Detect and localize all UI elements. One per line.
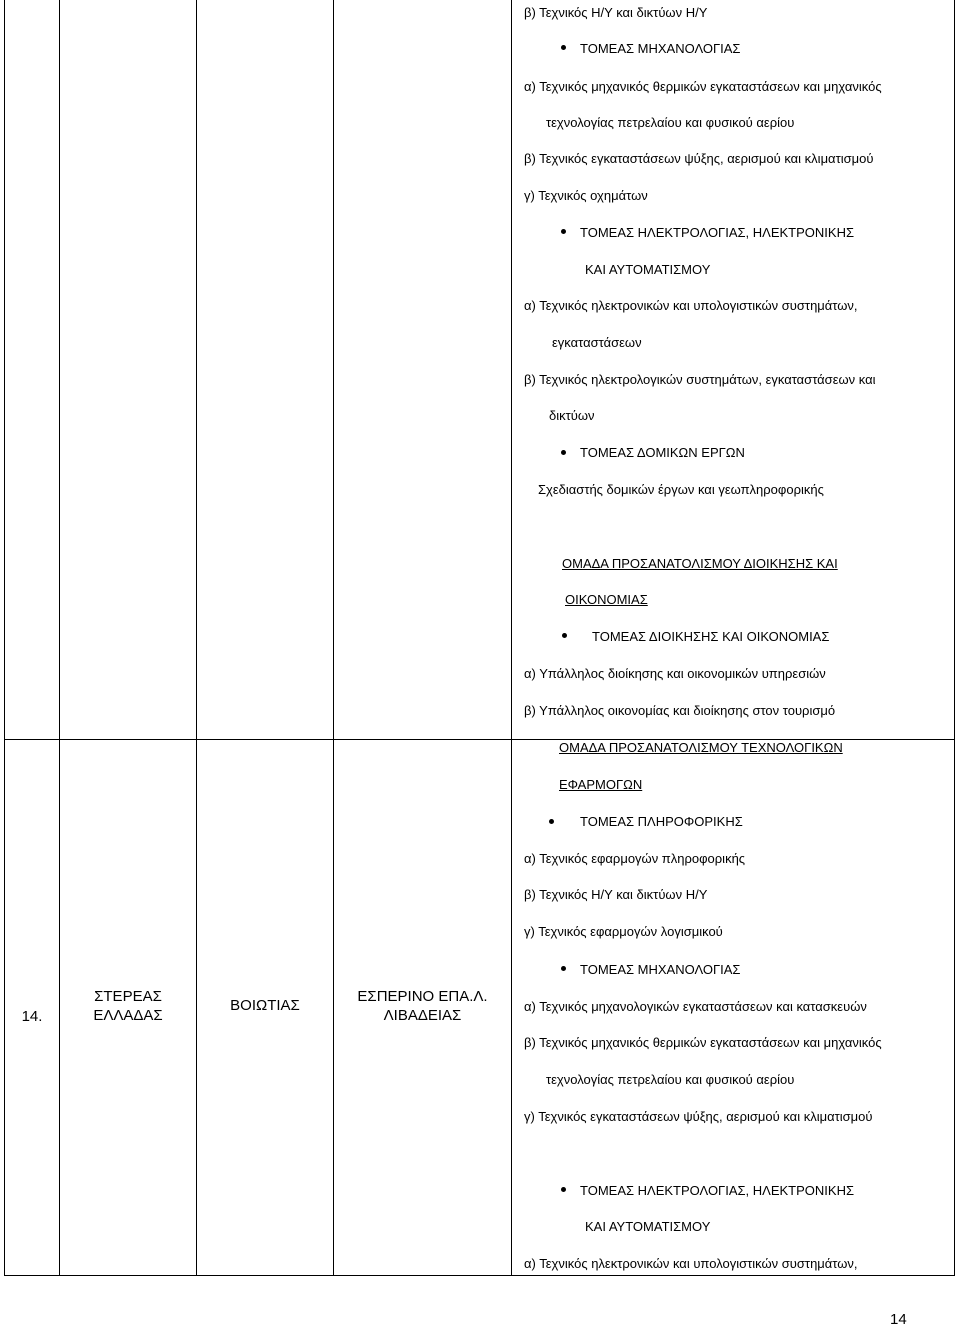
sector-heading: ΤΟΜΕΑΣ ΗΛΕΚΤΡΟΛΟΓΙΑΣ, ΗΛΕΚΤΡΟΝΙΚΗΣ [580, 225, 854, 240]
table-divider-4 [511, 0, 512, 1275]
table-divider-2 [196, 0, 197, 1275]
specialty-line: α) Υπάλληλος διοίκησης και οικονομικών υπηρεσιών [524, 666, 826, 681]
specialty-line: τεχνολογίας πετρελαίου και φυσικού αερίου [546, 115, 795, 130]
table-border-right [954, 0, 955, 1275]
group-heading: ΟΜΑΔΑ ΠΡΟΣΑΝΑΤΟΛΙΣΜΟΥ ΤΕΧΝΟΛΟΓΙΚΩΝ [559, 740, 843, 755]
specialty-line: τεχνολογίας πετρελαίου και φυσικού αερίου [546, 1072, 795, 1087]
specialty-line: γ) Τεχνικός οχημάτων [524, 188, 648, 203]
specialty-line: α) Τεχνικός ηλεκτρονικών και υπολογιστικών συστημάτων, [524, 1256, 858, 1271]
region-line-2: ΕΛΛΑΔΑΣ [93, 1007, 163, 1024]
specialty-line: β) Τεχνικός Η/Υ και δικτύων Η/Υ [524, 887, 708, 902]
bullet-icon [549, 819, 554, 824]
specialty-line: Σχεδιαστής δομικών έργων και γεωπληροφορικής [538, 482, 824, 497]
specialty-line: α) Τεχνικός ηλεκτρονικών και υπολογιστικών συστημάτων, [524, 298, 858, 313]
specialty-line: εγκαταστάσεων [552, 335, 642, 350]
group-heading-cont: ΕΦΑΡΜΟΓΩΝ [559, 777, 643, 792]
school-cell [334, 987, 511, 1025]
bullet-icon [561, 966, 566, 971]
table-divider-1 [59, 0, 60, 1275]
specialty-line: α) Τεχνικός εφαρμογών πληροφορικής [524, 851, 746, 866]
specialty-line: β) Τεχνικός ηλεκτρολογικών συστημάτων, εγκαταστάσεων και [524, 372, 876, 387]
region-line-1: ΣΤΕΡΕΑΣ [94, 988, 162, 1005]
school-line-1: ΕΣΠΕΡΙΝΟ ΕΠΑ.Λ. [357, 988, 488, 1005]
table-border-left [4, 0, 5, 1275]
region-cell [60, 987, 196, 1025]
sector-heading: ΤΟΜΕΑΣ ΔΟΜΙΚΩΝ ΕΡΓΩΝ [580, 445, 745, 460]
sector-heading-cont: ΚΑΙ ΑΥΤΟΜΑΤΙΣΜΟΥ [585, 1219, 711, 1234]
sector-heading: ΤΟΜΕΑΣ ΔΙΟΙΚΗΣΗΣ ΚΑΙ ΟΙΚΟΝΟΜΙΑΣ [592, 629, 830, 644]
bullet-icon [561, 450, 566, 455]
prefecture-cell: ΒΟΙΩΤΙΑΣ [230, 997, 300, 1014]
group-heading-cont: ΟΙΚΟΝΟΜΙΑΣ [565, 592, 648, 607]
sector-heading: ΤΟΜΕΑΣ ΜΗΧΑΝΟΛΟΓΙΑΣ [580, 962, 741, 977]
specialty-line: β) Τεχνικός μηχανικός θερμικών εγκαταστάσεων και μηχανικός [524, 1035, 882, 1050]
sector-heading-cont: ΚΑΙ ΑΥΤΟΜΑΤΙΣΜΟΥ [585, 262, 711, 277]
specialty-line: δικτύων [549, 408, 595, 423]
specialty-line: α) Τεχνικός μηχανικός θερμικών εγκαταστάσεων και μηχανικός [524, 79, 882, 94]
row-number: 14. [21, 1008, 43, 1025]
bullet-icon [561, 229, 566, 234]
specialty-line: γ) Τεχνικός εγκαταστάσεων ψύξης, αερισμού και κλιματισμού [524, 1109, 873, 1124]
specialty-line: β) Τεχνικός Η/Υ και δικτύων Η/Υ [524, 5, 708, 20]
specialty-line: α) Τεχνικός μηχανολογικών εγκαταστάσεων και κατασκευών [524, 999, 867, 1014]
specialty-line: β) Τεχνικός εγκαταστάσεων ψύξης, αερισμού και κλιματισμού [524, 151, 874, 166]
group-heading: ΟΜΑΔΑ ΠΡΟΣΑΝΑΤΟΛΙΣΜΟΥ ΔΙΟΙΚΗΣΗΣ ΚΑΙ [562, 556, 838, 571]
specialty-line: β) Υπάλληλος οικονομίας και διοίκησης στον τουρισμό [524, 703, 836, 718]
sector-heading: ΤΟΜΕΑΣ ΠΛΗΡΟΦΟΡΙΚΗΣ [580, 814, 743, 829]
school-line-2: ΛΙΒΑΔΕΙΑΣ [383, 1007, 462, 1024]
table-border-bottom [4, 1275, 955, 1276]
sector-heading: ΤΟΜΕΑΣ ΗΛΕΚΤΡΟΛΟΓΙΑΣ, ΗΛΕΚΤΡΟΝΙΚΗΣ [580, 1183, 854, 1198]
bullet-icon [562, 633, 567, 638]
page-number: 14 [890, 1311, 907, 1328]
bullet-icon [561, 1187, 566, 1192]
table-divider-3 [333, 0, 334, 1275]
sector-heading: ΤΟΜΕΑΣ ΜΗΧΑΝΟΛΟΓΙΑΣ [580, 41, 741, 56]
bullet-icon [561, 45, 566, 50]
specialty-line: γ) Τεχνικός εφαρμογών λογισμικού [524, 924, 723, 939]
